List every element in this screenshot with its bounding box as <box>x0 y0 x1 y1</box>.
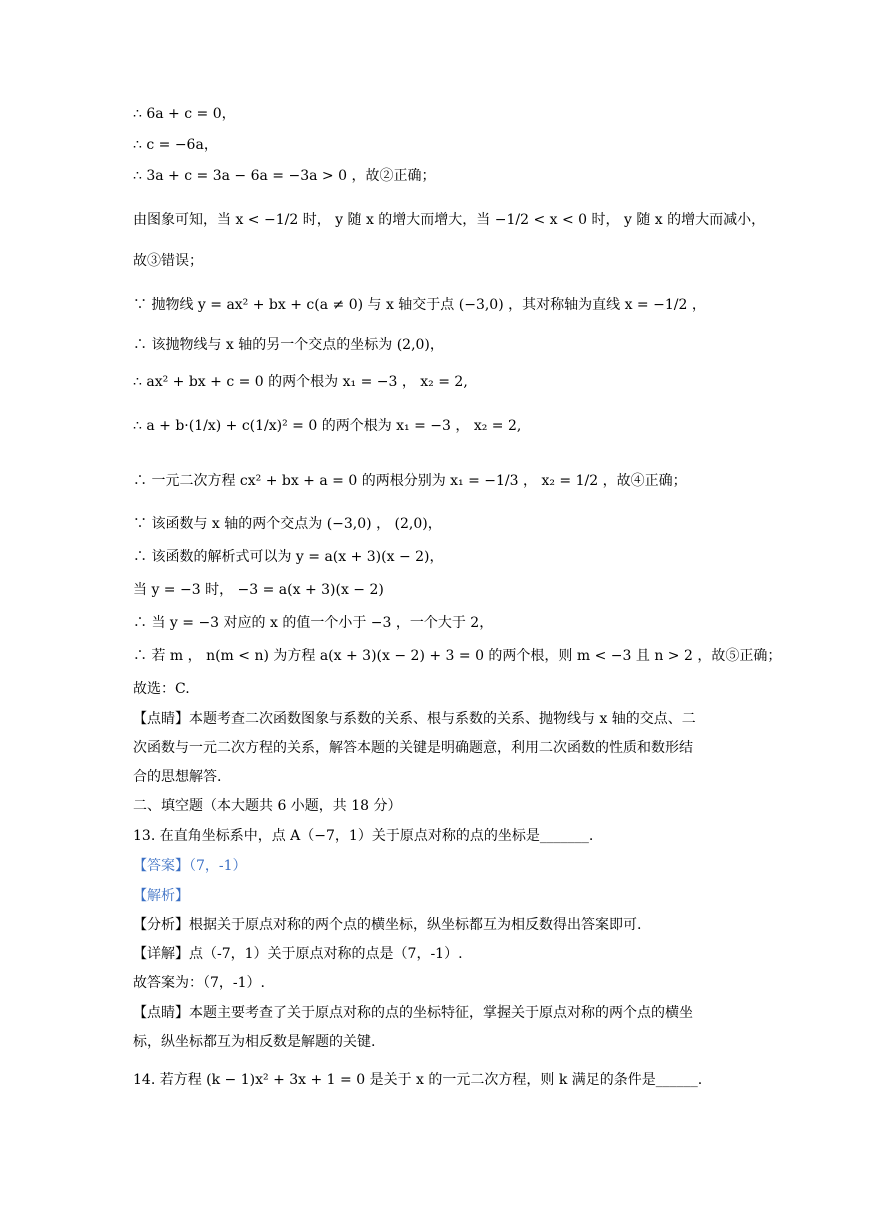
text-line: 【详解】点（-7，1）关于原点对称的点是（7，-1）. <box>133 946 463 962</box>
text-line: 【点睛】本题考查二次函数图象与系数的关系、根与系数的关系、抛物线与 x 轴的交点、二 <box>133 711 696 727</box>
text-line: ∵ 抛物线 y = ax² + bx + c(a ≠ 0) 与 x 轴交于点 (−3,0) ，其对称轴为直线 x = −1/2 ， <box>133 297 706 313</box>
text-line: ∴ 该函数的解析式可以为 y = a(x + 3)(x − 2)， <box>133 549 444 565</box>
question-13: 13. 在直角坐标系中，点 A（−7，1）关于原点对称的点的坐标是_______. <box>133 828 594 844</box>
text-line: ∴ a + b·(1/x) + c(1/x)² = 0 的两个根为 x₁ = −3 ， x₂ = 2, <box>133 418 522 434</box>
text-line: 当 y = −3 时， −3 = a(x + 3)(x − 2) <box>133 582 384 598</box>
analysis-label: 【解析】 <box>133 888 189 904</box>
answer-label: 【答案】（7，-1） <box>133 858 247 874</box>
text-line: ∴ 当 y = −3 对应的 x 的值一个小于 −3 ，一个大于 2， <box>133 615 494 631</box>
text-line: 合的思想解答. <box>133 769 222 785</box>
text-line: 故③错误； <box>133 253 203 269</box>
text-line: ∴ ax² + bx + c = 0 的两个根为 x₁ = −3 ， x₂ = 2, <box>133 374 468 390</box>
text-line: 故选：C. <box>133 681 190 697</box>
text-line: ∴ 6a + c = 0， <box>133 106 236 122</box>
text-line: 【点睛】本题主要考查了关于原点对称的点的坐标特征，掌握关于原点对称的两个点的横坐 <box>133 1005 693 1021</box>
question-14: 14. 若方程 (k − 1)x² + 3x + 1 = 0 是关于 x 的一元二次方程，则 k 满足的条件是______. <box>133 1072 703 1088</box>
text-line: ∴ 3a + c = 3a − 6a = −3a > 0 ，故②正确； <box>133 168 436 184</box>
text-line: ∴ 若 m ， n(m < n) 为方程 a(x + 3)(x − 2) + 3 = 0 的两个根，则 m < −3 且 n > 2 ，故⑤正确； <box>133 648 782 664</box>
text-line: 故答案为：（7，-1）. <box>133 975 265 991</box>
text-line: ∴ c = −6a， <box>133 137 218 153</box>
text-line: 次函数与一元二次方程的关系，解答本题的关键是明确题意，利用二次函数的性质和数形结 <box>133 740 693 756</box>
text-line: 标，纵坐标都互为相反数是解题的关键. <box>133 1034 376 1050</box>
section-heading: 二、填空题（本大题共 6 小题，共 18 分） <box>133 798 402 814</box>
text-line: ∴ 一元二次方程 cx² + bx + a = 0 的两根分别为 x₁ = −1/3 ， x₂ = 1/2 ，故④正确； <box>133 473 687 489</box>
text-line: 【分析】根据关于原点对称的两个点的横坐标，纵坐标都互为相反数得出答案即可. <box>133 917 642 933</box>
text-line: ∴ 该抛物线与 x 轴的另一个交点的坐标为 (2,0)， <box>133 337 444 353</box>
text-line: ∵ 该函数与 x 轴的两个交点为 (−3,0) ， (2,0)， <box>133 516 442 532</box>
text-line: 由图象可知，当 x < −1/2 时， y 随 x 的增大而增大，当 −1/2 < x < 0 时， y 随 x 的增大而减小， <box>133 212 766 228</box>
